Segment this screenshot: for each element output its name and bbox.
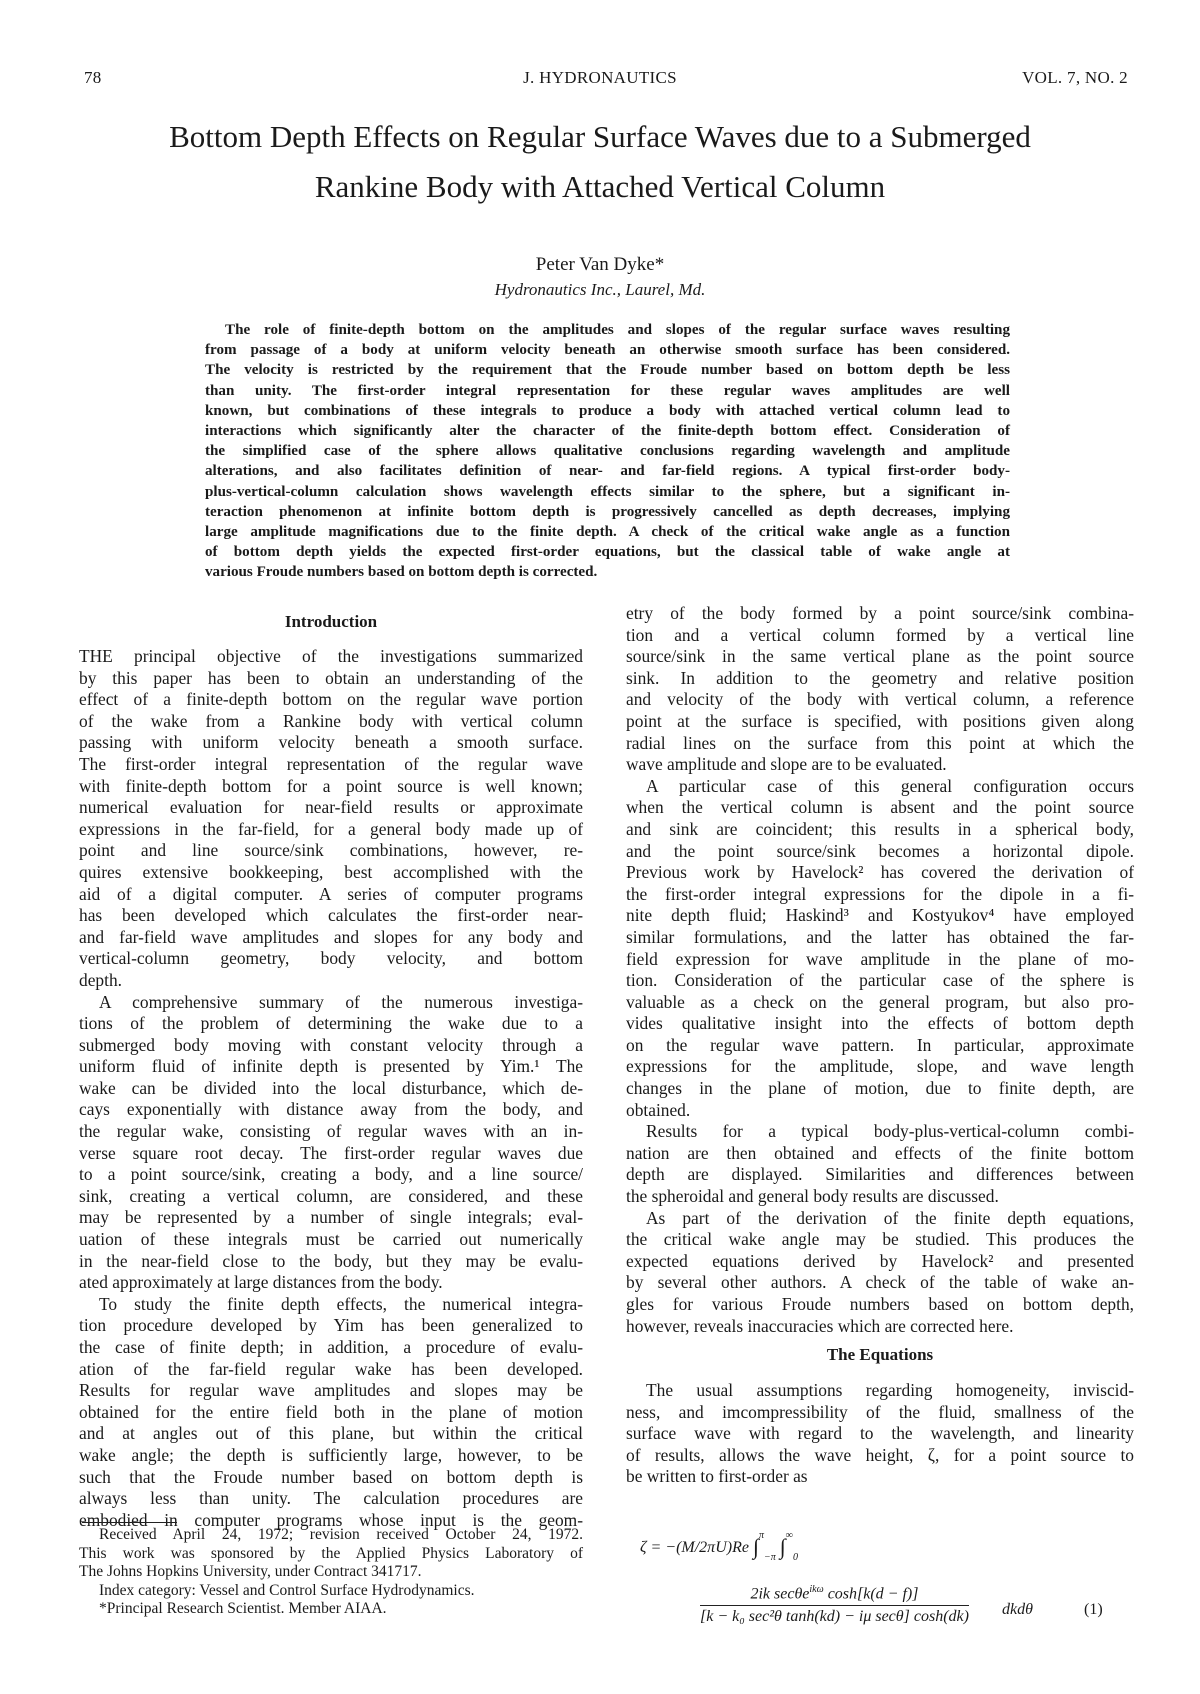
abstract-line: interactions which significantly alter the character of the finite-depth bottom effect. Consideration of	[205, 423, 1010, 440]
text-line: point and line source/sink combinations, however, re-	[79, 840, 583, 861]
text-line: nation are then obtained and effects of the finite bottom	[626, 1142, 1134, 1163]
text-line: the first-order integral expressions for the dipole in a fi-	[626, 883, 1134, 904]
equation-numerator	[700, 1584, 969, 1606]
text-line: by this paper has been to obtain an understanding of the	[79, 667, 583, 688]
text-line: of the wake from a Rankine body with vertical column	[79, 710, 583, 731]
text-line: submerged body moving with constant velocity through a	[79, 1034, 583, 1055]
text-line: ness, and imcompressibility of the fluid, smallness of the	[626, 1401, 1134, 1422]
inner-lower-limit: 0	[792, 1552, 798, 1563]
text-line: A particular case of this general configuration occurs	[646, 775, 1134, 796]
outer-upper-limit: π	[758, 1530, 764, 1541]
abstract-line: of bottom depth yields the expected first-order equations, but the classical table of wake angle at	[205, 544, 1010, 561]
text-line: and at angles out of this plane, but within the critical	[79, 1423, 583, 1444]
text-line: As part of the derivation of the finite depth equations,	[646, 1207, 1134, 1228]
text-line: uation of these integrals must be carried out numerically	[79, 1229, 583, 1250]
section-heading-equations: The Equations	[826, 1345, 934, 1364]
abstract-line: than unity. The first-order integral representation for these regular waves amplitudes are well	[205, 382, 1010, 399]
abstract-line: teraction phenomenon at infinite bottom depth is progressively cancelled as depth decreases, implying	[205, 503, 1010, 520]
text-line: source/sink in the same vertical plane as the point source	[626, 646, 1134, 667]
text-line: embodied in computer programs whose input is the geom-	[79, 1509, 583, 1530]
footnote-divider	[82, 1522, 177, 1523]
page-number: 78	[84, 68, 102, 87]
text-line: with finite-depth bottom for a point source is well known;	[79, 775, 583, 796]
abstract-line: plus-vertical-column calculation shows wavelength effects similar to the sphere, but a significant in-	[205, 483, 1010, 500]
equation-denominator: [k − k₀ sec²θ tanh(kd) − iμ secθ] cosh(dk)	[700, 1608, 969, 1626]
text-line: the spheroidal and general body results are discussed.	[626, 1186, 999, 1207]
outer-lower-limit: −π	[764, 1552, 776, 1563]
paper-title	[0, 112, 1200, 212]
equation-differential: dkdθ	[1002, 1601, 1033, 1618]
text-line: and far-field wave amplitudes and slopes for any body and	[79, 926, 583, 947]
numerator-exponent: ikω	[809, 1584, 824, 1595]
text-line: A comprehensive summary of the numerous investiga-	[99, 991, 583, 1012]
text-line: however, reveals inaccuracies which are corrected here.	[626, 1315, 1014, 1336]
footnote-line: Received April 24, 1972; revision received October 24, 1972.	[99, 1526, 583, 1543]
text-line: sink, creating a vertical column, are considered, and these	[79, 1185, 583, 1206]
text-line: similar formulations, and the latter has obtained the far-	[626, 926, 1134, 947]
journal-name: J. HYDRONAUTICS	[523, 68, 677, 87]
text-line: by several other authors. A check of the table of wake an-	[626, 1272, 1134, 1293]
text-line: and velocity of the body with vertical column, a reference	[626, 689, 1134, 710]
text-line: vertical-column geometry, body velocity, and bottom	[79, 948, 583, 969]
text-line: obtained for the entire field both in the plane of motion	[79, 1401, 583, 1422]
text-line: The usual assumptions regarding homogeneity, inviscid-	[646, 1380, 1134, 1400]
integral-sign-inner: ∫	[779, 1534, 786, 1559]
author-affiliation: Hydronautics Inc., Laurel, Md.	[494, 280, 706, 299]
text-line: expressions for the amplitude, slope, and wave length	[626, 1056, 1134, 1077]
text-line: verse square root decay. The first-order regular waves due	[79, 1142, 583, 1163]
footnote-line: This work was sponsored by the Applied Physics Laboratory of	[79, 1544, 583, 1562]
text-line: expected equations derived by Havelock² and presented	[626, 1250, 1134, 1271]
text-line: To study the finite depth effects, the numerical integra-	[99, 1293, 583, 1314]
text-line: uniform fluid of infinite depth is presented by Yim.¹ The	[79, 1056, 583, 1077]
text-line: has been developed which calculates the first-order near-	[79, 905, 583, 926]
text-line: and the point source/sink becomes a horizontal dipole.	[626, 840, 1134, 861]
integral-sign-outer: ∫	[752, 1534, 759, 1559]
text-line: etry of the body formed by a point source/sink combina-	[626, 603, 1134, 623]
equation-lhs-text: ζ = −(M/2πU)Re	[640, 1539, 749, 1556]
text-line: the regular wake, consisting of regular waves with an in-	[79, 1121, 583, 1142]
footnote-line: *Principal Research Scientist. Member AIAA.	[99, 1600, 387, 1618]
text-line: ation of the far-field regular wake has been developed.	[79, 1358, 583, 1379]
text-line: field expression for wave amplitude in the plane of mo-	[626, 948, 1134, 969]
text-line: THE principal objective of the investigations summarized	[79, 646, 583, 666]
text-line: Previous work by Havelock² has covered the derivation of	[626, 862, 1134, 883]
text-line: tions of the problem of determining the wake due to a	[79, 1013, 583, 1034]
volume-issue: VOL. 7, NO. 2	[1022, 68, 1128, 87]
author-name: Peter Van Dyke*	[535, 254, 665, 275]
text-line: the case of finite depth; in addition, a procedure of evalu-	[79, 1337, 583, 1357]
abstract-line: the simplified case of the sphere allows qualitative conclusions regarding wavelength and amplitude	[205, 443, 1010, 460]
equations-text	[626, 1380, 1134, 1488]
abstract-line: The velocity is restricted by the requirement that the Froude number based on bottom depth be less	[205, 362, 1010, 379]
text-line: ated approximately at large distances from the body.	[79, 1272, 443, 1293]
text-line: tion. Consideration of the particular case of the sphere is	[626, 970, 1134, 991]
text-line: expressions in the far-field, for a general body made up of	[79, 818, 583, 839]
text-line: point at the surface is specified, with positions given along	[626, 710, 1134, 731]
text-line: such that the Froude number based on bottom depth is	[79, 1466, 583, 1487]
numerator-part: cosh[k(d − f)]	[823, 1585, 919, 1603]
text-line: aid of a digital computer. A series of computer programs	[79, 883, 583, 904]
text-line: effect of a finite-depth bottom on the regular wave portion	[79, 689, 583, 710]
numerator-part: 2ik secθe	[750, 1585, 810, 1603]
inner-upper-limit: ∞	[785, 1530, 793, 1541]
text-line: passing with uniform velocity beneath a smooth surface.	[79, 732, 583, 753]
text-line: tion and a vertical column formed by a vertical line	[626, 624, 1134, 645]
text-line: vides qualitative insight into the effects of bottom depth	[626, 1013, 1134, 1034]
abstract-line: from passage of a body at uniform velocity beneath an otherwise smooth surface has been considered.	[205, 342, 1010, 359]
text-line: nite depth fluid; Haskind³ and Kostyukov⁴ have employed	[626, 905, 1134, 926]
text-line: tion procedure developed by Yim has been generalized to	[79, 1315, 583, 1336]
abstract-line: various Froude numbers based on bottom depth is corrected.	[205, 564, 598, 581]
text-line: gles for various Froude numbers based on bottom depth,	[626, 1294, 1134, 1314]
abstract-line: The role of finite-depth bottom on the amplitudes and slopes of the regular surface waves resulting	[225, 322, 1010, 338]
text-line: in the near-field close to the body, but they may be evalu-	[79, 1250, 583, 1271]
text-line: depth.	[79, 969, 122, 990]
text-line: sink. In addition to the geometry and relative position	[626, 667, 1134, 688]
text-line: quires extensive bookkeeping, best accomplished with the	[79, 861, 583, 882]
text-line: to a point source/sink, creating a body, and a line source/	[79, 1164, 583, 1185]
equation-lhs	[640, 1530, 798, 1563]
text-line: depth are displayed. Similarities and differences between	[626, 1164, 1134, 1185]
text-line: and sink are coincident; this results in a spherical body,	[626, 818, 1134, 839]
footnotes	[79, 1526, 583, 1619]
abstract-line: known, but combinations of these integrals to produce a body with attached vertical column lead to	[205, 402, 1010, 419]
text-line: The first-order integral representation of the regular wave	[79, 753, 583, 774]
text-line: Results for a typical body-plus-vertical-column combi-	[646, 1121, 1134, 1142]
right-column-text	[626, 603, 1134, 1337]
text-line: numerical evaluation for near-field results or approximate	[79, 797, 583, 818]
title-line-1: Bottom Depth Effects on Regular Surface Waves due to a Submerged	[169, 119, 1031, 154]
abstract-line: large amplitude magnifications due to the finite depth. A check of the critical wake angle as a function	[205, 524, 1010, 541]
left-column-text	[79, 646, 583, 1531]
text-line: when the vertical column is absent and the point source	[626, 797, 1134, 818]
text-line: wave amplitude and slope are to be evaluated.	[626, 754, 947, 775]
footnote-line: Index category: Vessel and Control Surface Hydrodynamics.	[99, 1581, 475, 1599]
text-line: be written to first-order as	[626, 1466, 808, 1487]
text-line: of results, allows the wave height, ζ, for a point source to	[626, 1444, 1134, 1465]
text-line: cays exponentially with distance away from the body, and	[79, 1099, 583, 1120]
text-line: surface wave with regard to the wavelength, and linearity	[626, 1423, 1134, 1444]
footnote-line: The Johns Hopkins University, under Contract 341717.	[79, 1563, 422, 1581]
text-line: Results for regular wave amplitudes and slopes may be	[79, 1380, 583, 1401]
equation-fraction	[700, 1584, 969, 1626]
text-line: wake can be divided into the local disturbance, which de-	[79, 1077, 583, 1098]
abstract-line: alterations, and also facilitates definition of near- and far-field regions. A typical first-order body-	[205, 463, 1010, 480]
text-line: changes in the plane of motion, due to finite depth, are	[626, 1078, 1134, 1099]
text-line: obtained.	[626, 1099, 691, 1120]
text-line: wake angle; the depth is sufficiently large, however, to be	[79, 1444, 583, 1465]
abstract	[205, 320, 1010, 583]
text-line: valuable as a check on the general program, but also pro-	[626, 991, 1134, 1012]
text-line: the critical wake angle may be studied. This produces the	[626, 1229, 1134, 1250]
text-line: may be represented by a number of single integrals; eval-	[79, 1207, 583, 1228]
section-heading-introduction: Introduction	[284, 612, 378, 631]
title-line-2: Rankine Body with Attached Vertical Column	[314, 169, 886, 204]
text-line: radial lines on the surface from this point at which the	[626, 732, 1134, 753]
text-line: on the regular wave pattern. In particular, approximate	[626, 1034, 1134, 1055]
equation-number: (1)	[1084, 1601, 1103, 1618]
text-line: always less than unity. The calculation procedures are	[79, 1488, 583, 1509]
